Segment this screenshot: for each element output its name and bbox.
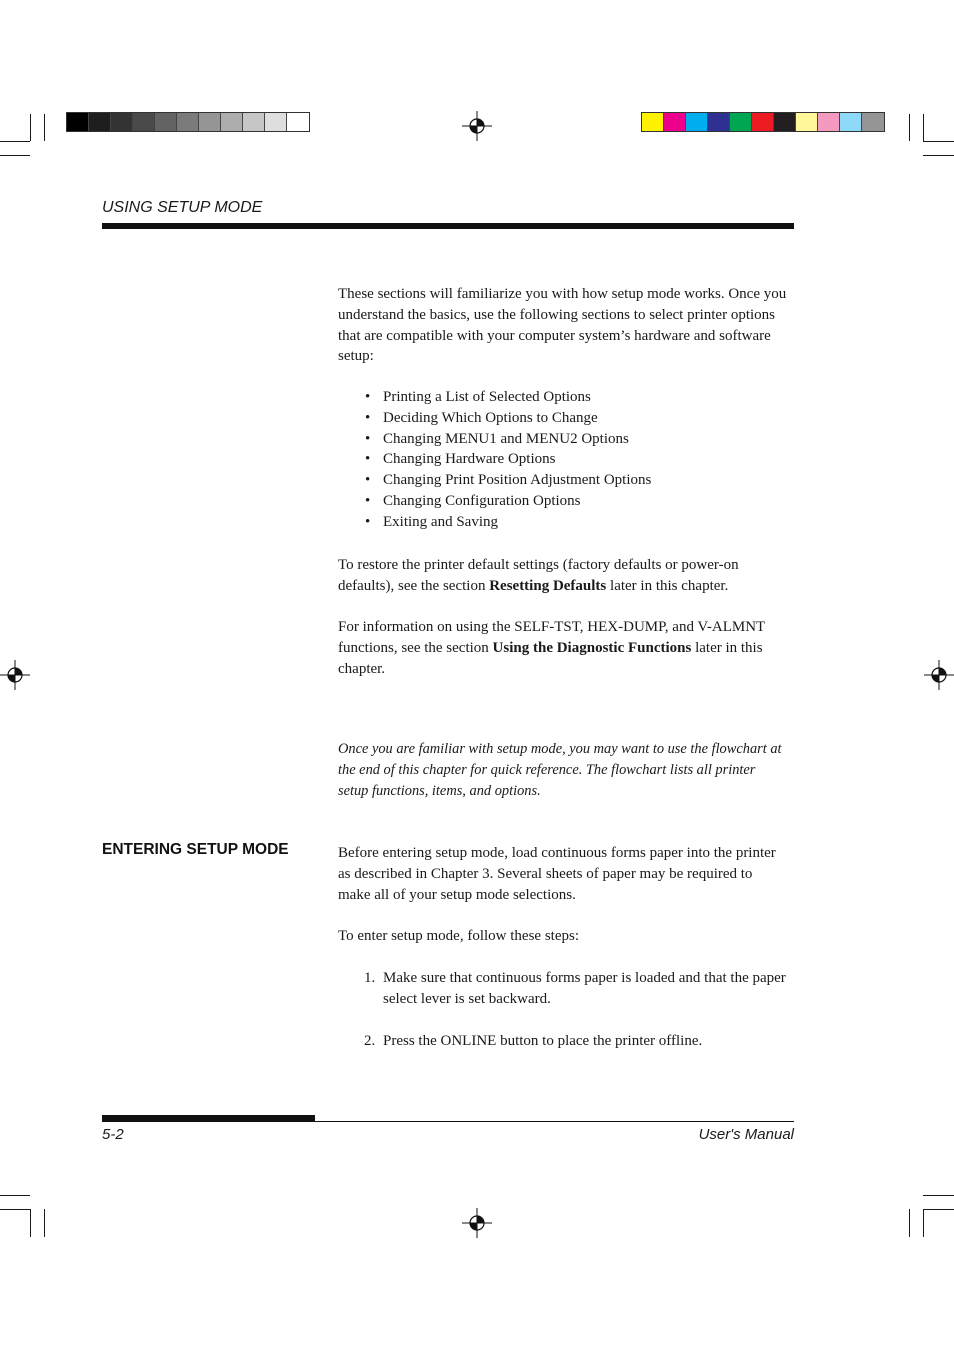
section-heading: ENTERING SETUP MODE bbox=[102, 841, 289, 858]
bullet-icon: • bbox=[365, 492, 371, 509]
list-item: 2. Press the ONLINE button to place the printer offline. bbox=[364, 1033, 703, 1049]
list-item: • Changing MENU1 and MENU2 Options bbox=[365, 429, 651, 450]
bullet-icon: • bbox=[365, 472, 371, 489]
steps-list bbox=[364, 1031, 794, 1052]
color-swatch bbox=[89, 113, 111, 131]
steps-list bbox=[364, 968, 794, 1010]
crop-mark bbox=[44, 114, 45, 141]
intro-paragraph bbox=[338, 284, 798, 367]
color-swatch bbox=[221, 113, 243, 131]
registration-mark-icon bbox=[462, 1208, 492, 1238]
registration-mark-icon bbox=[462, 111, 492, 141]
color-swatch bbox=[664, 113, 686, 131]
page-number: 5-2 bbox=[102, 1126, 124, 1143]
list-item: • Exiting and Saving bbox=[365, 512, 651, 533]
list-item: • Changing Configuration Options bbox=[365, 491, 651, 512]
section-list bbox=[365, 387, 651, 533]
flowchart-note: Once you are familiar with setup mode, you may want to use the flowchart at the end of this chapter for quick reference. The flowchart lists all printer setup functions, items, and options. bbox=[338, 741, 782, 799]
manual-title: User's Manual bbox=[698, 1126, 794, 1143]
crop-mark bbox=[0, 1195, 30, 1196]
crop-mark bbox=[44, 1209, 45, 1237]
footer-rule bbox=[102, 1121, 794, 1122]
section-paragraph: Before entering setup mode, load continuous forms paper into the printer as described in Chapter 3. Several sheets of paper may be required to make all of your setup mode selections. bbox=[338, 845, 776, 903]
crop-mark bbox=[30, 1209, 31, 1237]
bullet-icon: • bbox=[365, 430, 371, 447]
bullet-icon: • bbox=[365, 451, 371, 468]
list-item: • Printing a List of Selected Options bbox=[365, 387, 651, 408]
color-swatch bbox=[67, 113, 89, 131]
cross-reference: Using the Diagnostic Functions bbox=[492, 639, 692, 656]
cross-reference: Resetting Defaults bbox=[489, 577, 607, 594]
color-swatch bbox=[177, 113, 199, 131]
list-item: • Deciding Which Options to Change bbox=[365, 408, 651, 429]
color-swatch bbox=[686, 113, 708, 131]
color-bar bbox=[641, 112, 885, 132]
crop-mark bbox=[923, 114, 924, 141]
grayscale-bar bbox=[66, 112, 310, 132]
color-swatch bbox=[111, 113, 133, 131]
section-paragraph: To enter setup mode, follow these steps: bbox=[338, 928, 579, 944]
bullet-icon: • bbox=[365, 409, 371, 426]
crop-mark bbox=[0, 141, 30, 142]
color-swatch bbox=[287, 113, 309, 131]
color-swatch bbox=[642, 113, 664, 131]
list-item: • Changing Print Position Adjustment Options bbox=[365, 470, 651, 491]
color-swatch bbox=[265, 113, 287, 131]
color-swatch bbox=[155, 113, 177, 131]
color-swatch bbox=[243, 113, 265, 131]
crop-mark bbox=[923, 155, 954, 156]
running-head: USING SETUP MODE bbox=[102, 199, 263, 216]
registration-mark-icon bbox=[0, 660, 30, 690]
crop-mark bbox=[923, 1195, 954, 1196]
color-swatch bbox=[862, 113, 884, 131]
list-item: • Changing Hardware Options bbox=[365, 449, 651, 470]
color-swatch bbox=[708, 113, 730, 131]
color-swatch bbox=[730, 113, 752, 131]
crop-mark bbox=[923, 141, 954, 142]
color-swatch bbox=[840, 113, 862, 131]
crop-mark bbox=[0, 155, 30, 156]
crop-mark bbox=[909, 1209, 910, 1237]
diagnostic-paragraph: For information on using the SELF-TST, HEX-DUMP, and V-ALMNT functions, see the section Using the Diagnostic Functions later in this chapter. bbox=[338, 619, 765, 677]
restore-paragraph: To restore the printer default settings (factory defaults or power-on defaults), see the section Resetting Defaults later in this chapter. bbox=[338, 557, 739, 594]
registration-mark-icon bbox=[924, 660, 954, 690]
color-swatch bbox=[199, 113, 221, 131]
bullet-icon: • bbox=[365, 513, 371, 530]
crop-mark bbox=[0, 1209, 30, 1210]
header-rule bbox=[102, 223, 794, 229]
crop-mark bbox=[30, 114, 31, 141]
color-swatch bbox=[752, 113, 774, 131]
bullet-icon: • bbox=[365, 389, 371, 405]
intro-text: These sections will familiarize you with how setup mode works. Once you understand the basics, use the following sections to select printer options that are compatible with your computer system’s hardware and software setup: bbox=[338, 286, 787, 365]
color-swatch bbox=[774, 113, 796, 131]
list-item: 1. Make sure that continuous forms paper is loaded and that the paper select lever is set backward. bbox=[364, 970, 786, 1007]
crop-mark bbox=[909, 114, 910, 141]
color-swatch bbox=[133, 113, 155, 131]
color-swatch bbox=[796, 113, 818, 131]
crop-mark bbox=[923, 1209, 924, 1237]
crop-mark bbox=[923, 1209, 954, 1210]
color-swatch bbox=[818, 113, 840, 131]
